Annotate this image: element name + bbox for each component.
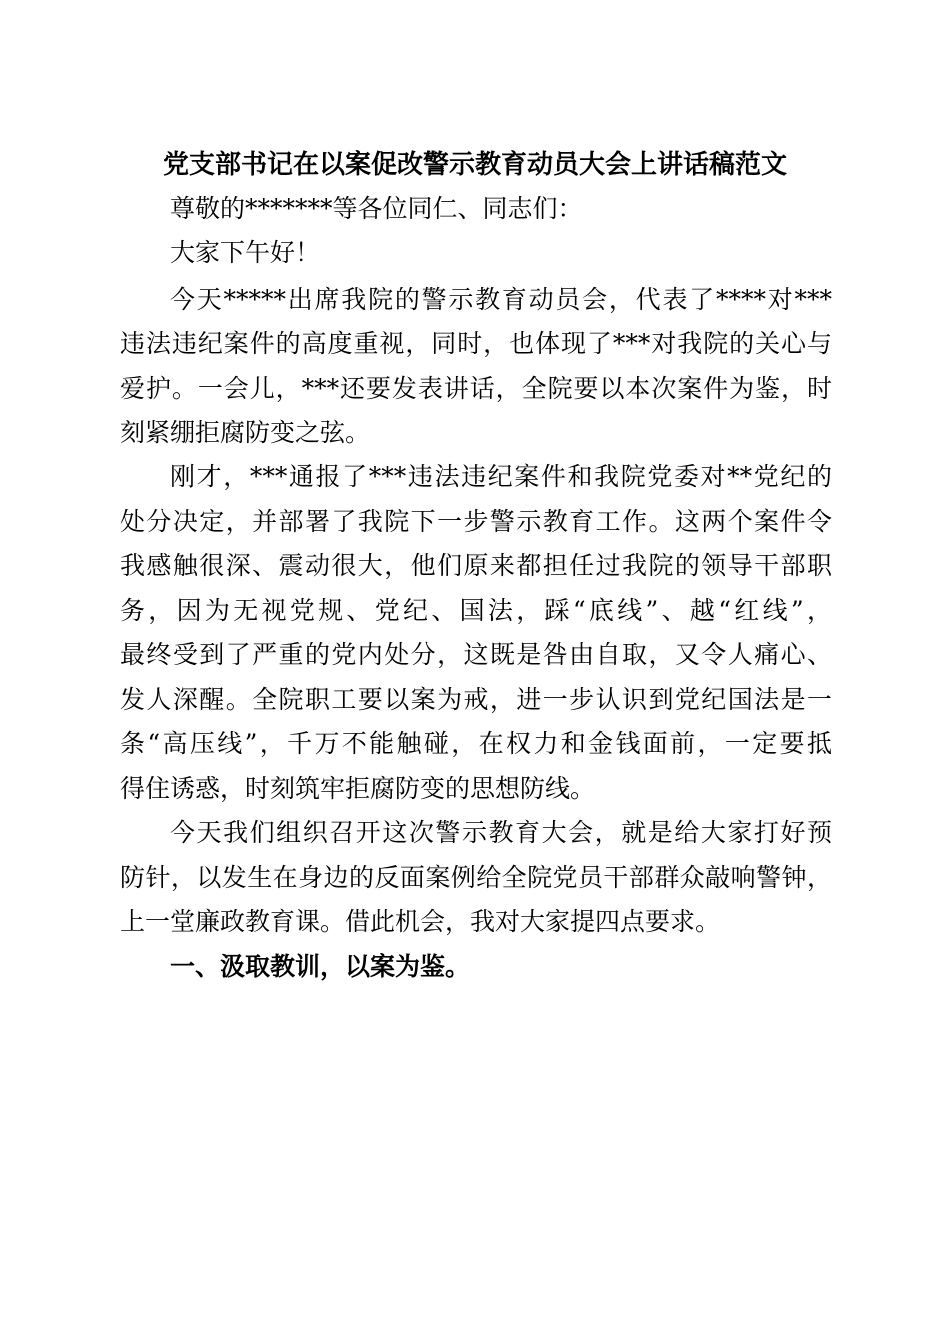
paragraph-3-line: 今天我们组织召开这次警示教育大会，就是给大家打好预 <box>170 818 832 847</box>
paragraph-1-line: 违法违纪案件的高度重视，同时，也体现了***对我院的关心与 <box>120 329 832 358</box>
paragraph-3-line: 防针，以发生在身边的反面案例给全院党员干部群众敲响警钟， <box>120 863 832 892</box>
paragraph-2-line: 最终受到了严重的党内处分，这既是咎由自取，又令人痛心、 <box>120 640 832 669</box>
paragraph-3-line: 上一堂廉政教育课。借此机会，我对大家提四点要求。 <box>120 907 721 936</box>
section-heading: 一、汲取教训，以案为鉴。 <box>170 952 471 981</box>
paragraph-2-line: 条“高压线”，千万不能触碰，在权力和金钱面前，一定要抵 <box>120 729 832 758</box>
document-title: 党支部书记在以案促改警示教育动员大会上讲话稿范文 <box>162 150 787 180</box>
salutation: 尊敬的*******等各位同仁、同志们： <box>170 194 583 223</box>
paragraph-2-line: 得住诱惑，时刻筑牢拒腐防变的思想防线。 <box>120 774 596 803</box>
paragraph-2-line: 我感触很深、震动很大，他们原来都担任过我院的领导干部职 <box>120 551 832 580</box>
paragraph-1-line: 爱护。一会儿，***还要发表讲话，全院要以本次案件为鉴，时 <box>120 374 832 403</box>
paragraph-1-line: 刻紧绷拒腐防变之弦。 <box>120 418 371 447</box>
paragraph-2-line: 刚才，***通报了***违法违纪案件和我院党委对**党纪的 <box>170 462 832 491</box>
paragraph-1-line: 今天*****出席我院的警示教育动员会，代表了****对*** <box>170 285 832 314</box>
paragraph-2-line: 处分决定，并部署了我院下一步警示教育工作。这两个案件令 <box>120 507 832 536</box>
paragraph-2-line: 发人深醒。全院职工要以案为戒，进一步认识到党纪国法是一 <box>120 685 832 714</box>
greeting: 大家下午好！ <box>170 238 321 267</box>
paragraph-2-line: 务，因为无视党规、党纪、国法，踩“底线”、越“红线”， <box>120 596 832 625</box>
